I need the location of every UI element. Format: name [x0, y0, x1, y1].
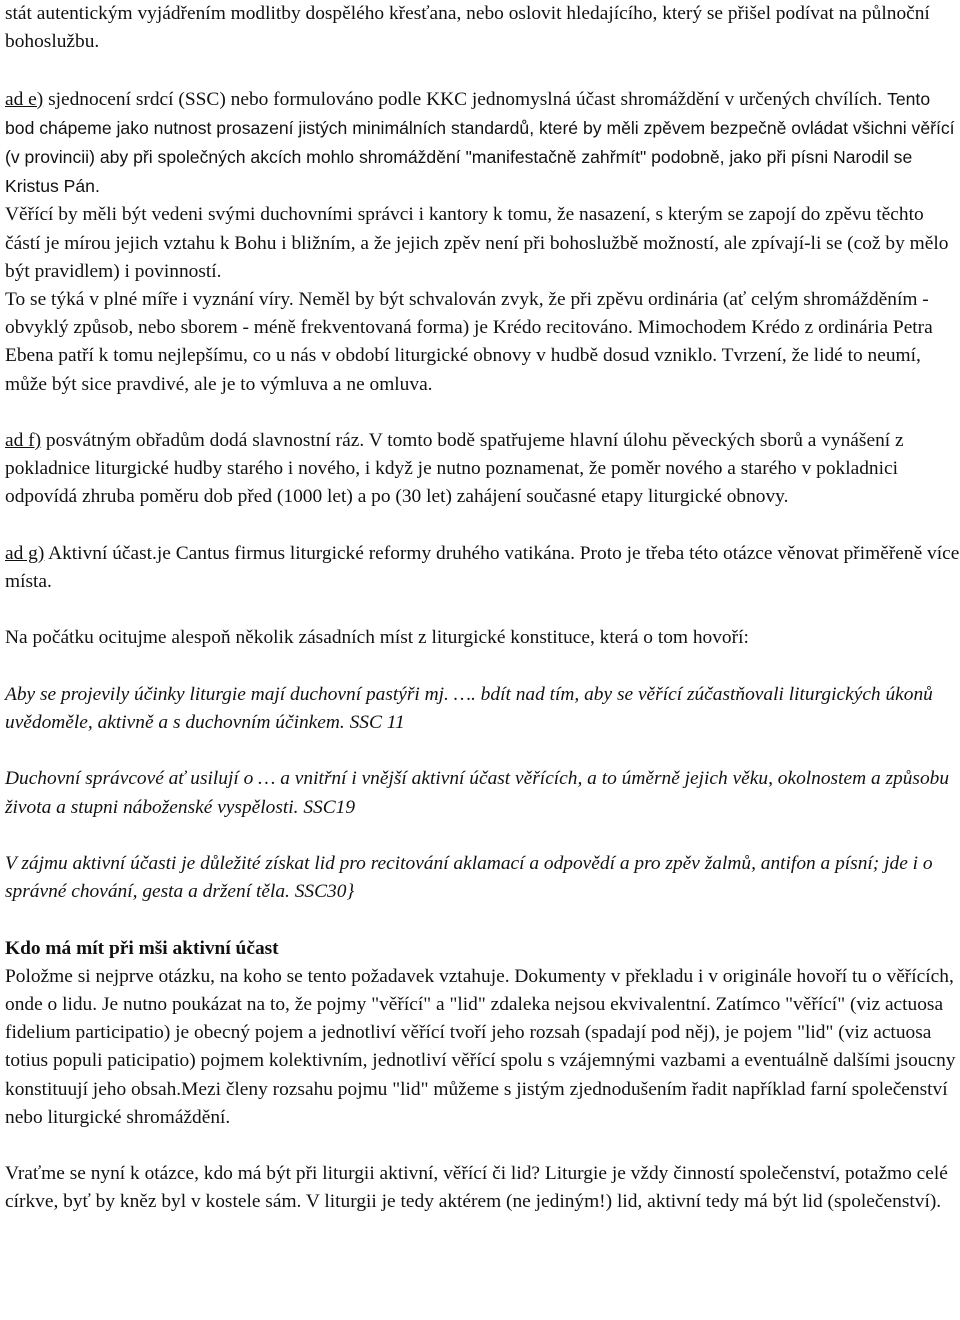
- paragraph-commentary: Tento bod chápeme jako nutnost prosazení jistých minimálních standardů, které by měli zpěvem bezpečně ovládat všichni věřící (v provincii) aby při společných akcích mohlo shromáždění "manifestačně zahřmít" podobně, jako při písni Narodil se Kristus Pán.: [5, 88, 955, 197]
- section-body: [5, 963, 960, 1132]
- quote-ssc19: [5, 765, 960, 821]
- item-label-ad-e: ad e): [5, 88, 44, 110]
- paragraph-text: posvátným obřadům dodá slavnostní ráz. V tomto bodě spatřujeme hlavní úlohu pěveckých sborů a vynášení z pokladnice liturgické hudby starého i nového, i když je nutno poznamenat, že poměr nového a starého v pokladnici odpovídá zhruba poměru dob před (1000 let) a po (30 let) zahájení současné etapy liturgické obnovy.: [5, 430, 904, 508]
- paragraph-ad-g: [5, 540, 960, 596]
- paragraph-text: Aktivní účast.je Cantus firmus liturgické reformy druhého vatikána. Proto je třeba této otázce věnovat přiměřeně více místa.: [5, 542, 960, 593]
- paragraph-believers: [5, 201, 960, 286]
- paragraph-text: Vraťme se nyní k otázce, kdo má být při liturgii aktivní, věřící či lid? Liturgie je vždy činností společenství, potažmo celé církve, byť by kněz byl v kostele sám. V liturgii je tedy aktérem (ne jediným!) lid, aktivní tedy má být lid (společenství).: [5, 1163, 948, 1213]
- quote-text: Aby se projevily účinky liturgie mají duchovní pastýři mj. …. bdít nad tím, aby se věřící zúčastňovali liturgických úkonů uvědoměle, aktivně a s duchovním účinkem. SSC 11: [5, 683, 933, 733]
- paragraph-text: sjednocení srdcí (SSC) nebo formulováno podle KKC jednomyslná účast shromáždění v určených chvílích.: [43, 88, 888, 110]
- quote-ssc30: [5, 850, 960, 906]
- paragraph-final: [5, 1160, 960, 1216]
- paragraph-continuation: [5, 0, 960, 56]
- paragraph-intro-quotes: [5, 624, 960, 652]
- paragraph-ad-e: [5, 85, 960, 202]
- paragraph-text: Na počátku ocitujme alespoň několik zásadních míst z liturgické konstituce, která o tom hovoří:: [5, 627, 749, 649]
- paragraph-text: stát autentickým vyjádřením modlitby dospělého křesťana, nebo oslovit hledajícího, který se přišel podívat na půlnoční bohoslužbu.: [5, 3, 930, 53]
- quote-text: V zájmu aktivní účasti je důležité získat lid pro recitování aklamací a odpovědí a pro zpěv žalmů, antifon a písní; jde i o správné chování, gesta a držení těla. SSC30}: [5, 852, 933, 903]
- item-label-ad-g: ad g): [5, 542, 45, 564]
- item-label-ad-f: ad f): [5, 430, 42, 452]
- paragraph-text: To se týká v plné míře i vyznání víry. Neměl by být schvalován zvyk, že při zpěvu ordinária (ať celým shromážděním - obvyklý způsob, nebo sborem - méně frekventovaná forma) je Krédo recitováno. Mimochodem Krédo z ordinária Petra Ebena patří k tomu nejlepšímu, co u nás v období liturgické obnovy v hudbě dosud vzniklo. Tvrzení, že lidé to neumí, může být sice pravdivé, ale je to výmluva a ne omluva.: [5, 289, 933, 395]
- section-heading: Kdo má mít při mši aktivní účast: [5, 937, 279, 959]
- paragraph-text: Věřící by měli být vedeni svými duchovními správci i kantory k tomu, že nasazení, s kterým se zapojí do zpěvu těchto částí je mírou jejich vztahu k Bohu i bližním, a že jejich zpěv není při bohoslužbě možností, ale zpívají-li se (což by mělo být pravidlem) i povinností.: [5, 204, 949, 282]
- paragraph-text: Položme si nejprve otázku, na koho se tento požadavek vztahuje. Dokumenty v překladu i v originále hovoří tu o věřících, onde o lidu. Je nutno poukázat na to, že pojmy "věřící" a "lid" zdaleka nejsou ekvivalentní. Zatímco "věřící" (viz actuosa fidelium participatio) je obecný pojem a jednotliví věřící tvoří jeho rozsah (spadají pod něj), je pojem "lid" (viz actuosa totius populi paticipatio) pojmem kolektivním, jednotliví věřící spolu s vzájemnými vazbami a eventuálně dalšími jsoucny konstituují jeho obsah.Mezi členy rozsahu pojmu "lid" můžeme s jistým zjednodušením řadit například farní společenství nebo liturgické shromáždění.: [5, 965, 956, 1128]
- paragraph-ad-f: [5, 427, 960, 512]
- quote-ssc11: [5, 681, 960, 737]
- paragraph-credo: [5, 286, 960, 399]
- quote-text: Duchovní správcové ať usilují o … a vnitřní i vnější aktivní účast věřících, a to úměrně jejich věku, okolnostem a způsobu života a stupni náboženské vyspělosti. SSC19: [5, 768, 950, 818]
